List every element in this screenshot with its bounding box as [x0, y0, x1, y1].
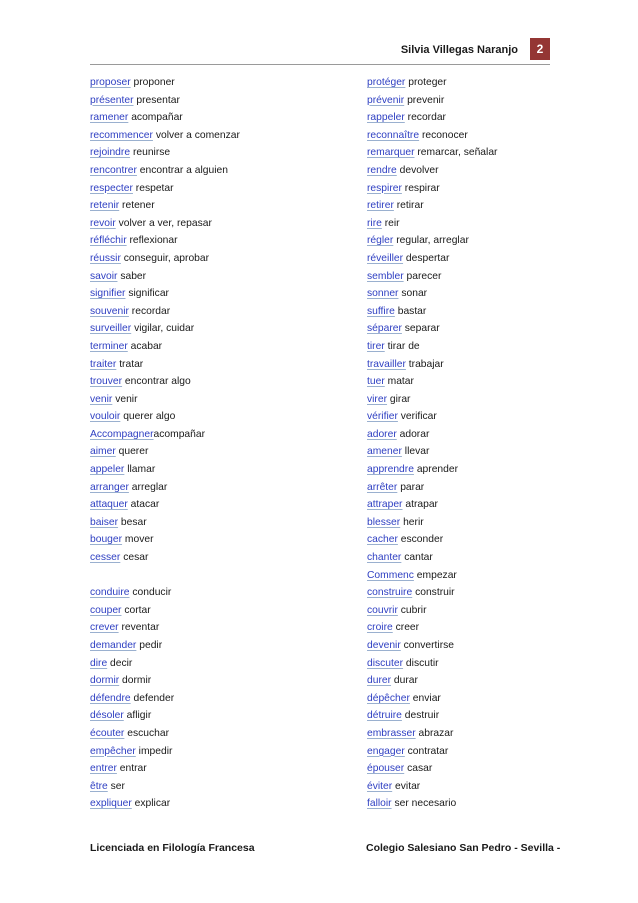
vocab-entry — [367, 373, 617, 391]
spanish-translation: llamar — [124, 464, 156, 476]
spanish-translation: encontrar algo — [122, 376, 191, 388]
vocab-entry — [367, 356, 617, 374]
vocab-entry — [90, 778, 340, 796]
spanish-translation: impedir — [135, 745, 173, 757]
spanish-translation: herir — [400, 516, 424, 528]
vocab-entry — [90, 109, 340, 127]
spanish-translation: respirar — [401, 182, 440, 194]
vocab-entry — [90, 74, 340, 92]
french-verb-link[interactable]: conduire — [90, 587, 130, 599]
spanish-translation: retirar — [393, 200, 424, 212]
french-verb-link[interactable]: bouger — [90, 534, 123, 546]
vocab-entry — [90, 144, 340, 162]
spanish-translation: contratar — [404, 745, 449, 757]
french-verb-link[interactable]: désoler — [90, 710, 124, 722]
vocab-entry — [90, 356, 340, 374]
vocab-entry — [367, 461, 617, 479]
french-verb-link[interactable]: proposer — [90, 77, 131, 88]
vocab-entry — [90, 197, 340, 215]
french-verb-link[interactable]: attraper — [367, 499, 403, 511]
vocab-entry — [367, 672, 617, 690]
spanish-translation: cesar — [120, 552, 149, 564]
french-verb-link[interactable]: écouter — [90, 727, 125, 739]
vocab-entry — [90, 479, 340, 497]
spanish-translation: discutir — [403, 657, 439, 669]
french-verb-link[interactable]: retirer — [367, 200, 394, 212]
french-verb-link[interactable]: cesser — [90, 552, 121, 564]
header-author: Silvia Villegas Naranjo — [400, 44, 518, 56]
french-verb-link[interactable]: arranger — [90, 481, 129, 493]
spanish-translation: adorar — [396, 428, 430, 440]
spanish-translation: casar — [404, 763, 433, 775]
vocab-entry — [90, 127, 340, 145]
spanish-translation: atacar — [127, 499, 160, 511]
french-verb-link[interactable]: éviter — [367, 780, 393, 792]
vocab-entry — [367, 250, 617, 268]
french-verb-link[interactable]: trouver — [90, 376, 123, 388]
spanish-translation: despertar — [403, 252, 450, 264]
spanish-translation: remarcar, señalar — [414, 147, 498, 159]
spanish-translation: reconocer — [419, 129, 468, 141]
vocab-entry — [90, 672, 340, 690]
vocab-entry — [90, 760, 340, 778]
french-verb-link[interactable]: respirer — [367, 182, 402, 194]
spanish-translation: saber — [117, 270, 147, 282]
french-verb-link[interactable]: Commenc — [367, 569, 414, 581]
vocab-entry — [90, 461, 340, 479]
vocab-entry — [90, 180, 340, 198]
spanish-translation: defender — [130, 692, 175, 704]
spanish-translation: encontrar a alguien — [136, 164, 228, 176]
french-verb-link[interactable]: souvenir — [90, 305, 129, 317]
french-verb-link[interactable]: régler — [367, 235, 394, 247]
french-verb-link[interactable]: protéger — [367, 77, 406, 88]
vocab-entry — [90, 443, 340, 461]
vocab-entry — [367, 531, 617, 549]
vocab-entry — [367, 743, 617, 761]
vocab-entry — [367, 778, 617, 796]
french-verb-link[interactable]: crever — [90, 622, 119, 634]
spanish-translation: empezar — [413, 569, 457, 581]
french-verb-link[interactable]: empêcher — [90, 745, 136, 757]
vocab-entry — [90, 549, 340, 567]
vocab-entry — [367, 144, 617, 162]
spanish-translation: cubrir — [397, 604, 427, 616]
french-verb-link[interactable]: expliquer — [90, 798, 132, 810]
footer-left-credit: Licenciada en Filología Francesa — [90, 842, 255, 854]
spanish-translation: recordar — [128, 305, 171, 317]
french-verb-link[interactable]: virer — [367, 393, 388, 405]
spanish-translation: trabajar — [405, 358, 444, 370]
spanish-translation: aprender — [413, 464, 459, 476]
vocab-entry — [367, 197, 617, 215]
spanish-translation: afligir — [123, 710, 152, 722]
spanish-translation: volver a comenzar — [152, 129, 240, 141]
vocab-entry — [90, 795, 340, 813]
vocab-entry — [367, 479, 617, 497]
spanish-translation: respetar — [132, 182, 174, 194]
vocab-entry — [367, 127, 617, 145]
vocab-entry — [367, 619, 617, 637]
spanish-translation: atrapar — [402, 499, 438, 511]
french-verb-link[interactable]: rire — [367, 217, 382, 229]
french-verb-link[interactable]: retenir — [90, 200, 120, 212]
vocab-entry — [367, 584, 617, 602]
spanish-translation: significar — [125, 288, 169, 300]
french-verb-link[interactable]: venir — [90, 393, 113, 405]
spanish-translation: retener — [119, 200, 155, 212]
spanish-translation: matar — [384, 376, 414, 388]
french-verb-link[interactable]: Accompagner — [90, 428, 154, 440]
vocab-entry — [367, 426, 617, 444]
vocab-entry — [90, 391, 340, 409]
french-verb-link[interactable]: appeler — [90, 464, 125, 476]
vocab-entry — [367, 443, 617, 461]
vocab-entry — [90, 707, 340, 725]
french-verb-link[interactable]: croire — [367, 622, 393, 634]
french-verb-link[interactable]: signifier — [90, 288, 126, 300]
spanish-translation: bastar — [394, 305, 427, 317]
vocab-entry — [367, 180, 617, 198]
vocab-entry — [90, 408, 340, 426]
french-verb-link[interactable]: vouloir — [90, 411, 121, 423]
spanish-translation: explicar — [131, 798, 171, 810]
vocab-entry — [90, 320, 340, 338]
page-number-badge: 2 — [530, 38, 550, 60]
vocab-entry — [367, 215, 617, 233]
spanish-translation: cantar — [401, 552, 433, 564]
vocab-entry — [367, 655, 617, 673]
spanish-translation: vigilar, cuidar — [131, 323, 195, 335]
vocab-entry — [367, 408, 617, 426]
french-verb-link[interactable]: tuer — [367, 376, 385, 388]
vocab-entry — [367, 707, 617, 725]
french-verb-link[interactable]: demander — [90, 640, 137, 651]
spanish-translation: entrar — [116, 763, 147, 775]
french-verb-link[interactable]: détruire — [367, 710, 402, 722]
vocab-entry — [90, 232, 340, 250]
spanish-translation: creer — [392, 622, 420, 634]
french-verb-link[interactable]: aimer — [90, 446, 116, 458]
vocab-entry — [367, 285, 617, 303]
french-verb-link[interactable]: apprendre — [367, 464, 414, 476]
vocab-entry — [90, 285, 340, 303]
spanish-translation: decir — [107, 657, 133, 669]
spanish-translation: tratar — [116, 358, 144, 370]
spanish-translation: verificar — [397, 411, 437, 423]
vocab-entry — [90, 338, 340, 356]
spanish-translation: construir — [412, 587, 455, 599]
vocab-entry — [367, 232, 617, 250]
french-verb-link[interactable]: rappeler — [367, 112, 405, 124]
vocab-entry — [367, 74, 617, 92]
french-verb-link[interactable]: dormir — [90, 675, 120, 687]
french-verb-link[interactable]: construire — [367, 587, 413, 599]
french-verb-link[interactable]: rejoindre — [90, 147, 131, 159]
spanish-translation: girar — [387, 393, 411, 405]
spanish-translation: proponer — [130, 77, 175, 88]
vocab-entry — [90, 690, 340, 708]
french-verb-link[interactable]: entrer — [90, 763, 117, 775]
spanish-translation: querer algo — [120, 411, 176, 423]
french-verb-link[interactable]: présenter — [90, 94, 134, 106]
spanish-translation: reir — [381, 217, 400, 229]
spanish-translation: convertirse — [400, 640, 455, 651]
french-verb-link[interactable]: terminer — [90, 340, 128, 352]
vocab-entry — [90, 92, 340, 110]
french-verb-link[interactable]: cacher — [367, 534, 398, 546]
vocab-entry — [367, 795, 617, 813]
vocabulary-column-right — [367, 74, 617, 813]
french-verb-link[interactable]: rendre — [367, 164, 397, 176]
french-verb-link[interactable]: adorer — [367, 428, 397, 440]
vocab-entry — [367, 549, 617, 567]
footer-right-credit: Colegio Salesiano San Pedro - Sevilla - — [366, 842, 561, 854]
french-verb-link[interactable]: discuter — [367, 657, 404, 669]
vocab-entry — [90, 373, 340, 391]
vocab-entry — [90, 655, 340, 673]
french-verb-link[interactable]: traiter — [90, 358, 117, 370]
spanish-translation: reventar — [118, 622, 160, 634]
french-verb-link[interactable]: sembler — [367, 270, 404, 282]
french-verb-link[interactable]: respecter — [90, 182, 133, 194]
spanish-translation: tirar de — [384, 340, 420, 352]
vocab-entry — [90, 584, 340, 602]
vocab-entry — [90, 514, 340, 532]
french-verb-link[interactable]: engager — [367, 745, 405, 757]
vocab-entry — [90, 743, 340, 761]
french-verb-link[interactable]: réussir — [90, 252, 121, 264]
french-verb-link[interactable]: rencontrer — [90, 164, 137, 176]
french-verb-link[interactable]: blesser — [367, 516, 401, 528]
spanish-translation: destruir — [401, 710, 440, 722]
spanish-translation: abrazar — [415, 727, 454, 739]
vocab-entry — [90, 496, 340, 514]
spanish-translation: conseguir, aprobar — [120, 252, 210, 264]
spanish-translation: separar — [401, 323, 440, 335]
vocab-entry — [90, 637, 340, 655]
french-verb-link[interactable]: dépêcher — [367, 692, 410, 704]
spanish-translation: recordar — [404, 112, 446, 124]
vocab-entry — [367, 338, 617, 356]
spanish-translation: durar — [391, 675, 418, 687]
vocab-entry — [367, 690, 617, 708]
page-header — [90, 38, 550, 65]
vocab-entry — [90, 250, 340, 268]
vocab-entry — [90, 268, 340, 286]
spanish-translation: acompañar — [128, 112, 183, 124]
spanish-translation: venir — [112, 393, 138, 405]
spanish-translation: parar — [397, 481, 425, 493]
french-verb-link[interactable]: attaquer — [90, 499, 128, 511]
spanish-translation: evitar — [392, 780, 421, 792]
spanish-translation: ser — [107, 780, 125, 792]
vocab-entry — [90, 426, 340, 444]
spanish-translation: cortar — [121, 604, 151, 616]
vocab-entry — [90, 303, 340, 321]
spanish-translation: prevenir — [404, 94, 445, 106]
french-verb-link[interactable]: devenir — [367, 640, 401, 651]
spanish-translation: querer — [115, 446, 149, 458]
vocab-entry — [367, 602, 617, 620]
spanish-translation: conducir — [129, 587, 172, 599]
french-verb-link[interactable]: ramener — [90, 112, 129, 124]
french-verb-link[interactable]: embrasser — [367, 727, 416, 739]
spanish-translation: devolver — [396, 164, 439, 176]
vocab-entry — [367, 92, 617, 110]
vocab-entry — [367, 725, 617, 743]
spanish-translation: llevar — [401, 446, 430, 458]
spanish-translation: volver a ver, repasar — [115, 217, 212, 229]
french-verb-link[interactable]: amener — [367, 446, 402, 458]
french-verb-link[interactable]: tirer — [367, 340, 385, 352]
french-verb-link[interactable]: prévenir — [367, 94, 405, 106]
french-verb-link[interactable]: être — [90, 780, 108, 792]
vocab-entry — [367, 162, 617, 180]
spanish-translation: acompañar — [153, 428, 206, 440]
french-verb-link[interactable]: baiser — [90, 516, 119, 528]
vocab-entry — [90, 602, 340, 620]
french-verb-link[interactable]: chanter — [367, 552, 402, 564]
french-verb-link[interactable]: épouser — [367, 763, 405, 775]
spanish-translation: besar — [118, 516, 147, 528]
french-verb-link[interactable]: revoir — [90, 217, 116, 229]
french-verb-link[interactable]: séparer — [367, 323, 402, 335]
french-verb-link[interactable]: réfléchir — [90, 235, 127, 247]
spanish-translation: esconder — [397, 534, 444, 546]
spanish-translation: parecer — [403, 270, 442, 282]
vocab-entry — [90, 531, 340, 549]
vocab-entry — [367, 109, 617, 127]
vocab-entry — [367, 637, 617, 655]
french-verb-link[interactable]: couvrir — [367, 604, 398, 616]
spanish-translation: reunirse — [130, 147, 171, 159]
french-verb-link[interactable]: remarquer — [367, 147, 415, 159]
vocab-entry — [90, 215, 340, 233]
french-verb-link[interactable]: suffire — [367, 305, 395, 317]
spanish-translation: presentar — [133, 94, 180, 106]
french-verb-link[interactable]: recommencer — [90, 129, 153, 141]
french-verb-link[interactable]: surveiller — [90, 323, 132, 335]
vocab-entry — [90, 162, 340, 180]
vocab-entry — [90, 725, 340, 743]
spanish-translation: pedir — [136, 640, 163, 651]
spanish-translation: enviar — [409, 692, 441, 704]
french-verb-link[interactable]: dire — [90, 657, 108, 669]
vocab-entry — [367, 268, 617, 286]
vocab-entry — [367, 760, 617, 778]
spanish-translation: proteger — [405, 77, 447, 88]
french-verb-link[interactable]: sonner — [367, 288, 399, 300]
french-verb-link[interactable]: arrêter — [367, 481, 398, 493]
french-verb-link[interactable]: réveiller — [367, 252, 404, 264]
french-verb-link[interactable]: défendre — [90, 692, 131, 704]
vocab-entry — [90, 619, 340, 637]
vocab-entry — [90, 567, 340, 585]
spanish-translation: escuchar — [124, 727, 170, 739]
french-verb-link[interactable]: reconnaître — [367, 129, 420, 141]
vocab-entry — [367, 303, 617, 321]
french-verb-link[interactable]: durer — [367, 675, 392, 687]
french-verb-link[interactable]: vérifier — [367, 411, 398, 423]
spanish-translation: ser necesario — [391, 798, 457, 810]
french-verb-link[interactable]: falloir — [367, 798, 392, 810]
french-verb-link[interactable]: travailler — [367, 358, 406, 370]
french-verb-link[interactable]: couper — [90, 604, 122, 616]
spanish-translation: sonar — [398, 288, 428, 300]
vocabulary-column-left — [90, 74, 340, 813]
spanish-translation: acabar — [127, 340, 163, 352]
spanish-translation: arreglar — [128, 481, 168, 493]
french-verb-link[interactable]: savoir — [90, 270, 118, 282]
spanish-translation: regular, arreglar — [393, 235, 469, 247]
vocab-entry — [367, 320, 617, 338]
spanish-translation: mover — [122, 534, 154, 546]
vocab-entry — [367, 514, 617, 532]
spanish-translation: reflexionar — [126, 235, 178, 247]
vocab-entry — [367, 567, 617, 585]
vocab-entry — [367, 496, 617, 514]
spanish-translation: dormir — [119, 675, 152, 687]
vocab-entry — [367, 391, 617, 409]
